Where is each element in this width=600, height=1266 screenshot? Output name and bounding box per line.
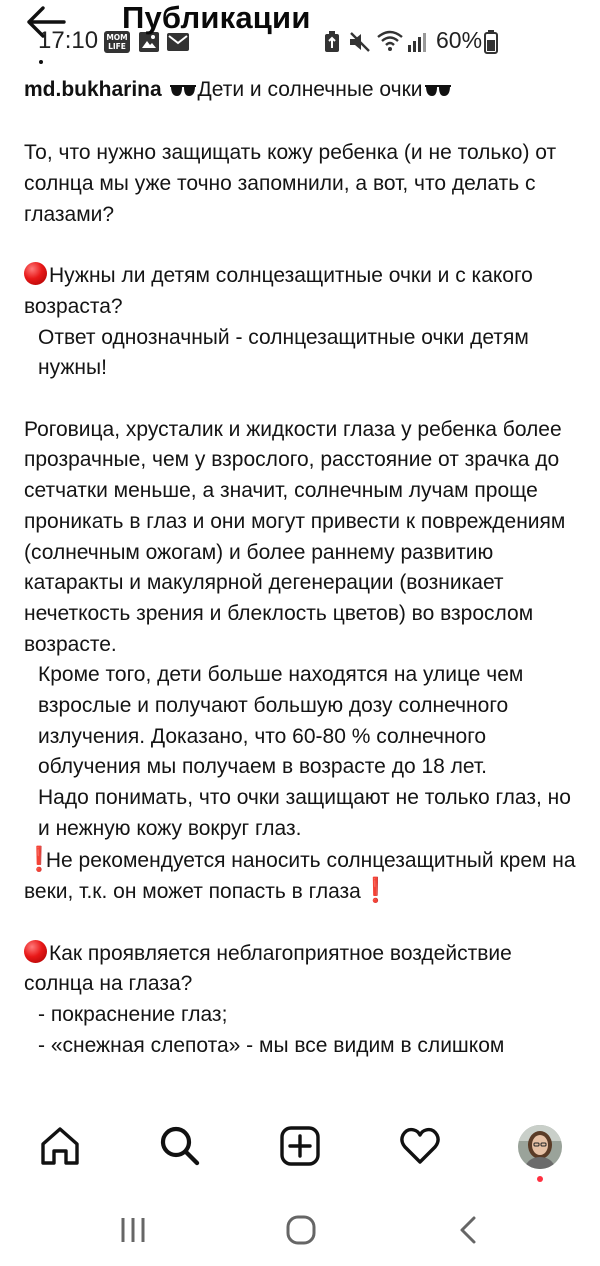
profile-avatar[interactable] [518, 1125, 562, 1169]
caption-answer-1: Ответ однозначный - солнцезащитные очки детям нужны! [38, 325, 529, 380]
status-time: 17:10 [38, 27, 99, 54]
caption-outdoor-paragraph: Кроме того, дети больше находятся на улице чем взрослые и получают большую дозу солнечного излучения. Доказано, что 60-80 % солнечного облучения мы получаем в возрасте до 18 лет. [38, 663, 524, 779]
red-circle-emoji-icon [24, 940, 47, 963]
battery-percent: 60% [436, 27, 483, 53]
nav-search-button[interactable] [158, 1124, 202, 1168]
blank-line [24, 384, 576, 415]
avatar-photo-icon [518, 1125, 562, 1169]
caption-question-2 [24, 939, 576, 1000]
sunglasses-emoji-icon [170, 77, 196, 108]
post-title-text: Дети и солнечные очки [197, 78, 423, 101]
list-item: - «снежная слепота» - мы все видим в слишком [38, 1033, 505, 1057]
caption-warning [24, 845, 576, 908]
system-home-button[interactable] [281, 1210, 321, 1250]
nav-create-button[interactable] [278, 1124, 322, 1168]
caption-question-1 [24, 261, 576, 322]
blank-line [24, 908, 576, 939]
wifi-icon [376, 28, 404, 57]
caption-eye-paragraph: Роговица, хрусталик и жидкости глаза у ребенка более прозрачные, чем у взрослого, расстояние от зрачка до сетчатки меньше, а значит, солнечным лучам проще проникать в глаз и они могут привести к повреждениям (солнечным ожогам) и более раннему развитию катаракты и макулярной дегенерации (возникает нечеткость зрения и блеклость цветов) во взрослом возрасте. [24, 417, 566, 656]
create-post-icon [278, 1124, 322, 1168]
svg-text:MOM: MOM [106, 33, 128, 42]
blank-line [24, 231, 576, 262]
search-icon [158, 1124, 202, 1168]
sunglasses-emoji-icon [425, 77, 451, 108]
recent-apps-icon [113, 1210, 153, 1250]
exclamation-emoji-icon: ❗ [24, 845, 54, 873]
nav-home-button[interactable] [38, 1124, 82, 1168]
post-caption [24, 75, 576, 1061]
chevron-left-icon [449, 1210, 489, 1250]
signal-icon [406, 31, 428, 58]
caption-skin-paragraph: Надо понимать, что очки защищают не только глаз, но и нежную кожу вокруг глаз. [38, 786, 571, 840]
recent-apps-button[interactable] [113, 1210, 153, 1250]
home-icon [38, 1124, 82, 1168]
list-item: - покраснение глаз; [38, 1003, 228, 1027]
notification-dot [537, 1176, 543, 1182]
nav-activity-button[interactable] [398, 1124, 442, 1168]
post-username[interactable]: md.bukharina [24, 78, 162, 101]
home-circle-icon [281, 1210, 321, 1250]
caption-intro: То, что нужно защищать кожу ребенка (и не только) от солнца мы уже точно запомнили, а вот, что делать с глазами? [24, 141, 557, 226]
activity-heart-icon [398, 1124, 442, 1168]
arrow-left-icon [24, 4, 68, 40]
system-back-button[interactable] [449, 1210, 489, 1250]
svg-text:LIFE: LIFE [108, 42, 126, 51]
warning-text: Не рекомендуется наносить солнцезащитный крем на веки, т.к. он может попасть в глаза [24, 848, 576, 904]
back-button[interactable] [24, 4, 68, 40]
page-title: Публикации [122, 0, 311, 35]
system-nav-bar [0, 1194, 600, 1266]
question-2-text: Как проявляется неблагоприятное воздействие солнца на глаза? [24, 941, 512, 996]
bottom-nav [0, 1110, 600, 1194]
mute-icon [348, 31, 372, 58]
battery-saver-icon [324, 31, 340, 58]
header-dot [39, 60, 43, 64]
exclamation-emoji-icon: ❗ [360, 877, 391, 905]
caption-title-line [24, 75, 576, 108]
question-1-text: Нужны ли детям солнцезащитные очки и с какого возраста? [24, 264, 533, 318]
blank-line [24, 108, 576, 139]
red-circle-emoji-icon [24, 262, 47, 285]
battery-icon [484, 30, 498, 59]
